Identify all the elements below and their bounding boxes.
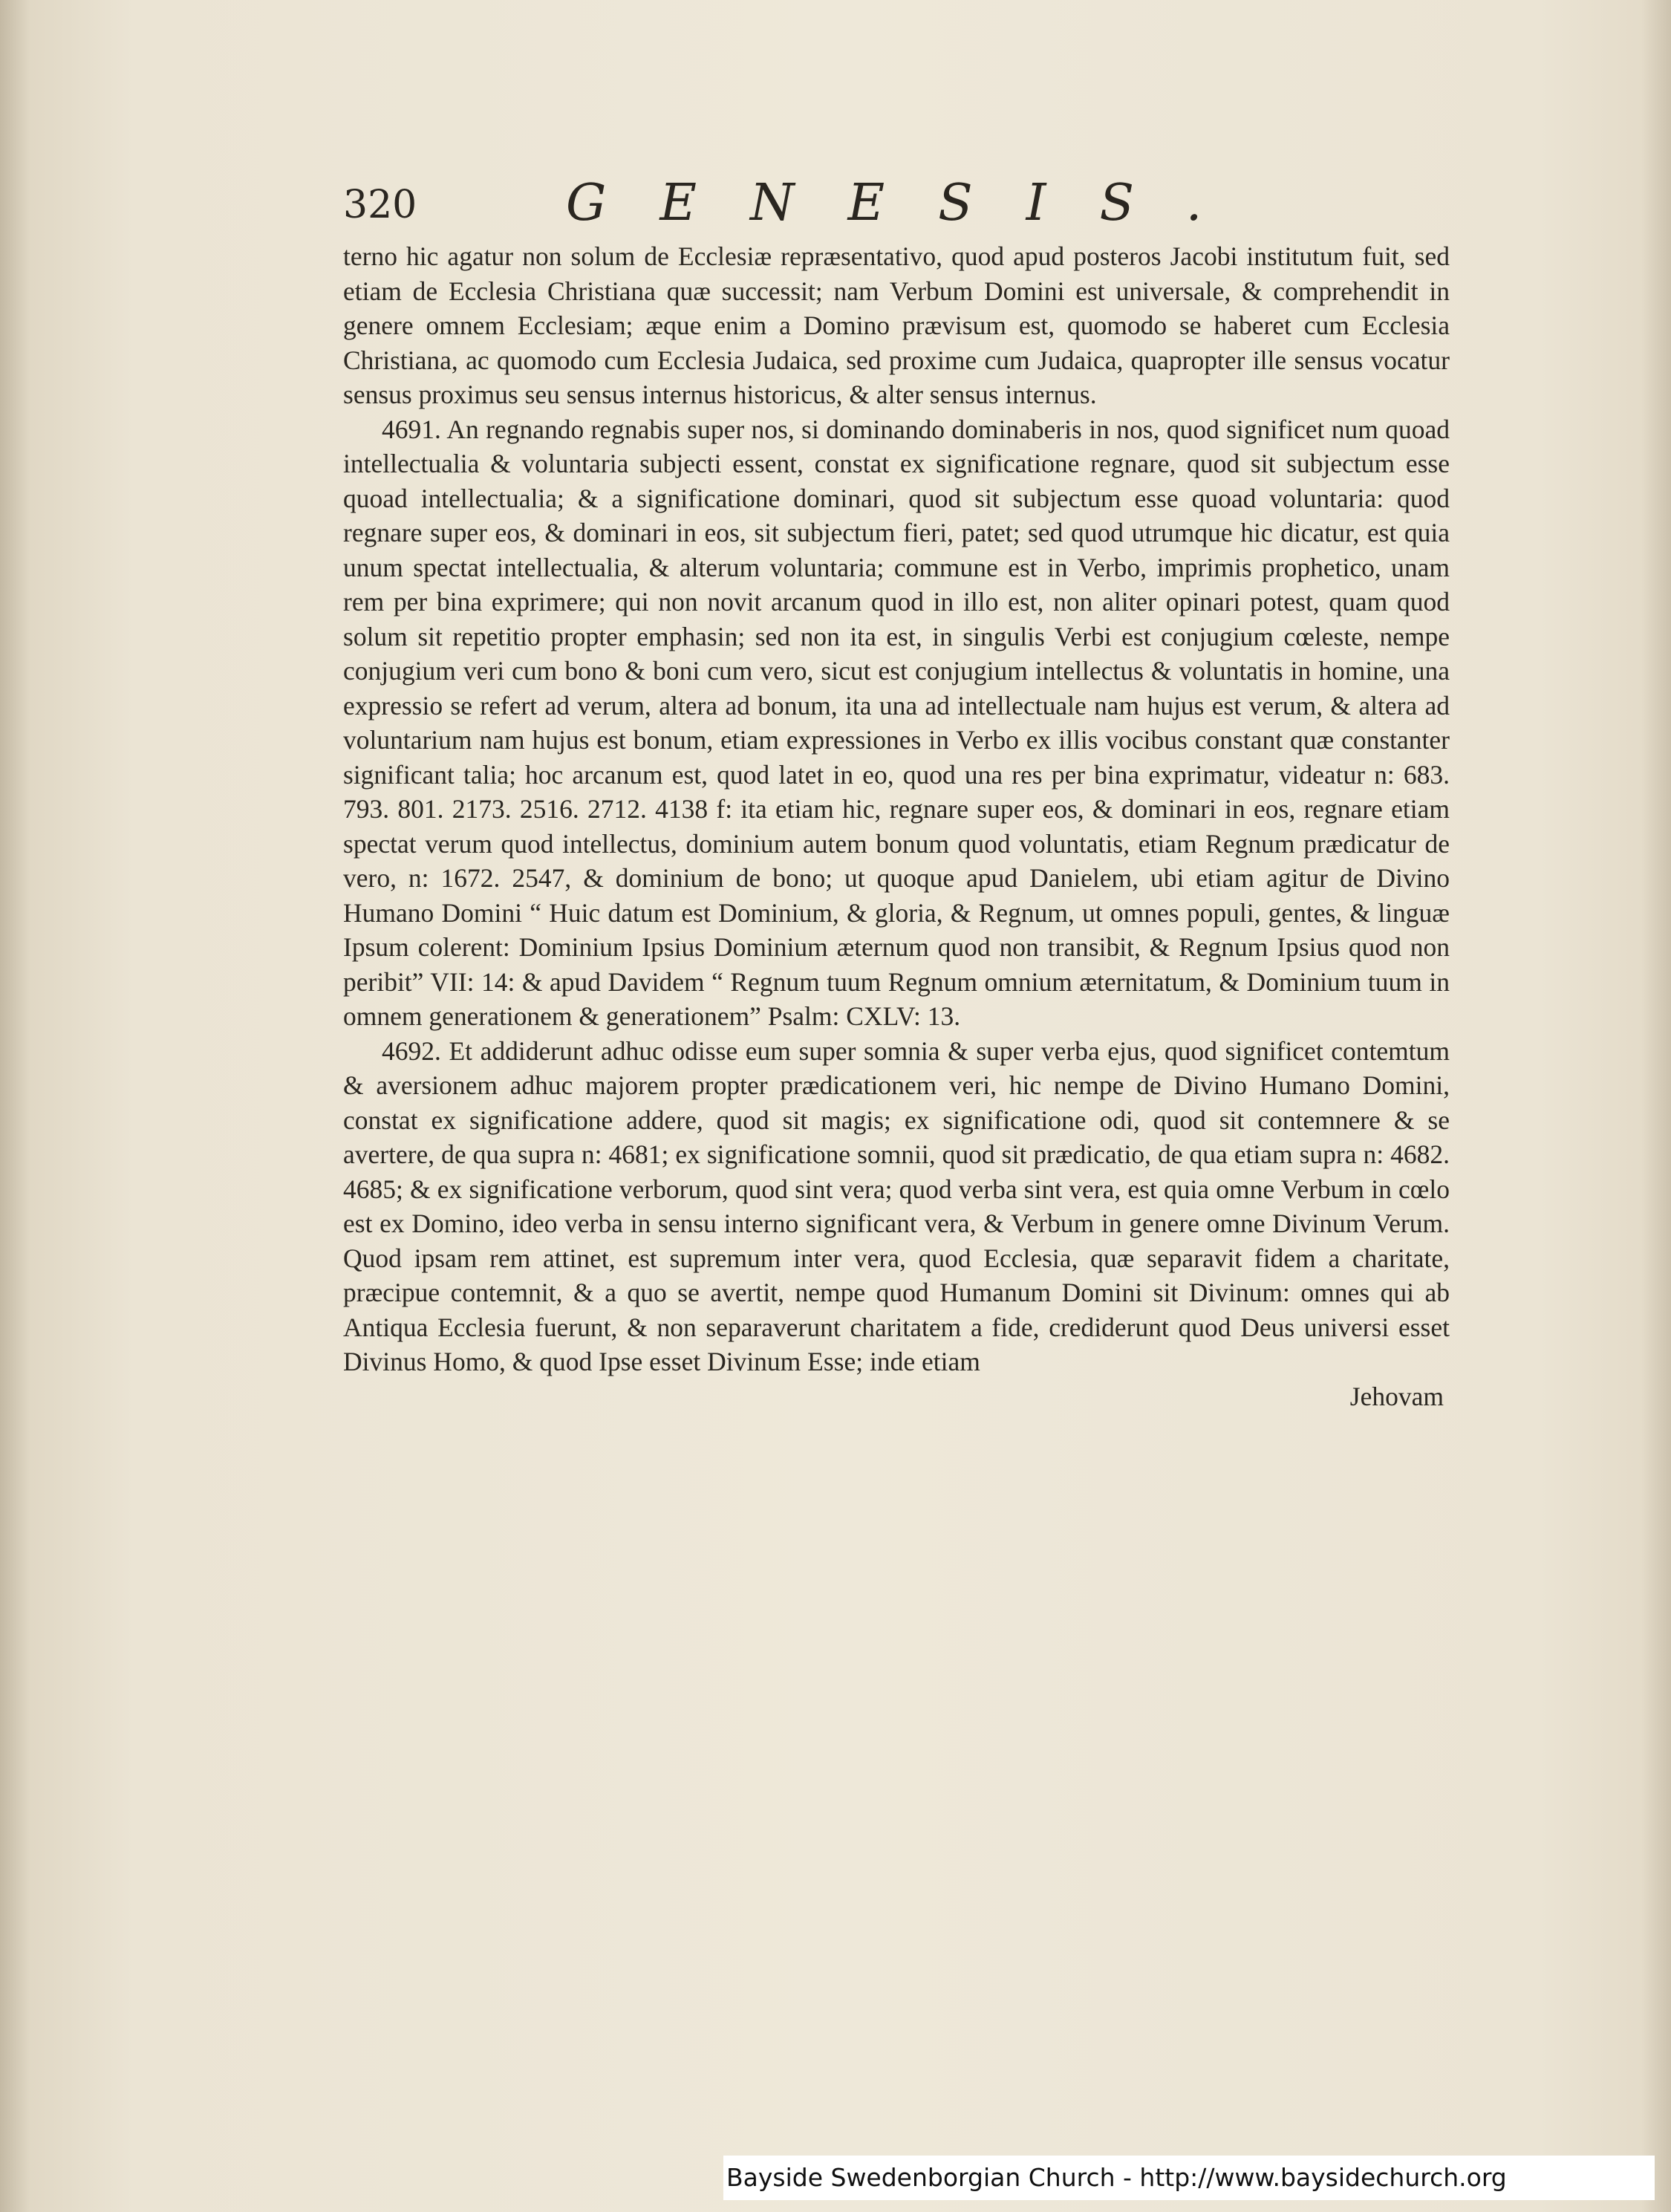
- catchword: Jehovam: [1349, 1381, 1444, 1411]
- body-text: [343, 239, 1450, 1414]
- paragraph-4691: [343, 412, 1450, 1034]
- page-number: 320: [343, 183, 417, 227]
- paragraph-4692: [343, 1034, 1450, 1379]
- page-edge-shadow-left: [0, 0, 30, 2212]
- paragraph-text: terno hic agatur non solum de Ecclesiæ repræsentativo, quod apud posteros Jacobi institutum fuit, sed etiam de Ecclesia Christiana quæ successit; nam Verbum Domini est universale, & comprehendit in genere omnem Ecclesiam; æque enim a Domino prævisum est, quomodo se haberet cum Ecclesia Christiana, ac quomodo cum Ecclesia Judaica, sed proxime cum Judaica, quapropter ille sensus vocatur sensus proximus seu sensus internus historicus, & alter sensus internus.: [343, 241, 1450, 409]
- running-title: GENESIS.: [566, 174, 1256, 232]
- paragraph-text: An regnando regnabis super nos, si dominando dominaberis in nos, quod significet num quoad intellectualia & voluntaria subjecti essent, constat ex significatione regnare, quod sit subjectum esse quoad intellectualia; & a significatione dominari, quod sit subjectum esse quoad voluntaria: quod regnare super eos, & dominari in eos, sit subjectum fieri, patet; sed quod utrumque hic dicatur, est quia unum spectat intellectualia, & alterum voluntaria; commune est in Verbo, imprimis prophetico, unam rem per bina exprimere; qui non novit arcanum quod in illo est, non aliter opinari potest, quam quod solum sit repetitio propter emphasin; sed non ita est, in singulis Verbi est conjugium cœleste, nempe conjugium veri cum bono & boni cum vero, sicut est conjugium intellectus & voluntatis in homine, una expressio se refert ad verum, altera ad bonum, ita una ad intellectuale nam hujus est verum, & altera ad voluntarium nam hujus est bonum, etiam expressiones in Verbo ex illis vocibus constant quæ constanter significant talia; hoc arcanum est, quod latet in eo, quod una res per bina exprimatur, videatur n: 683. 793. 801. 2173. 2516. 2712. 4138 f: ita etiam hic, regnare super eos, & dominari in eos, regnare etiam spectat verum quod intellectus, dominium autem bonum quod voluntatis, etiam Regnum prædicatur de vero, n: 1672. 2547, & dominium de bono; ut quoque apud Danielem, ubi etiam agitur de Divino Humano Domini “ Huic datum est Dominium, & gloria, & Regnum, ut omnes populi, gentes, & linguæ Ipsum colerent: Dominium Ipsius Dominium æternum quod non transibit, & Regnum Ipsius quod non peribit” VII: 14: & apud Davidem “ Regnum tuum Regnum omnium æternitatum, & Dominium tuum in omnem generationem & generationem” Psalm: CXLV: 13.: [343, 414, 1450, 1031]
- section-number: 4692.: [382, 1035, 441, 1066]
- source-credit-banner: Bayside Swedenborgian Church - http://www.baysidechurch.org: [723, 2156, 1655, 2200]
- page-edge-shadow-right: [1641, 0, 1671, 2212]
- paragraph-continuation: [343, 239, 1450, 412]
- section-number: 4691.: [382, 414, 441, 444]
- page-header: [343, 169, 1465, 236]
- paragraph-text: Et addiderunt adhuc odisse eum super somnia & super verba ejus, quod significet contemtum & aversionem adhuc majorem propter prædicationem veri, hic nempe de Divino Humano Domini, constat ex significatione addere, quod sit magis; ex significatione odi, quod sit contemnere & se avertere, de qua supra n: 4681; ex significatione somnii, quod sit prædicatio, de qua etiam supra n: 4682. 4685; & ex significatione verborum, quod sint vera; quod verba sint vera, est quia omne Verbum in cœlo est ex Domino, ideo verba in sensu interno significant vera, & Verbum in genere omne Divinum Verum. Quod ipsam rem attinet, est supremum inter vera, quod Ecclesia, quæ separavit fidem a charitate, præcipue contemnit, & a quo se avertit, nempe quod Humanum Domini sit Divinum: omnes qui ab Antiqua Ecclesia fuerunt, & non separaverunt charitatem a fide, crediderunt quod Deus universi esset Divinus Homo, & quod Ipse esset Divinum Esse; inde etiam: [343, 1035, 1450, 1376]
